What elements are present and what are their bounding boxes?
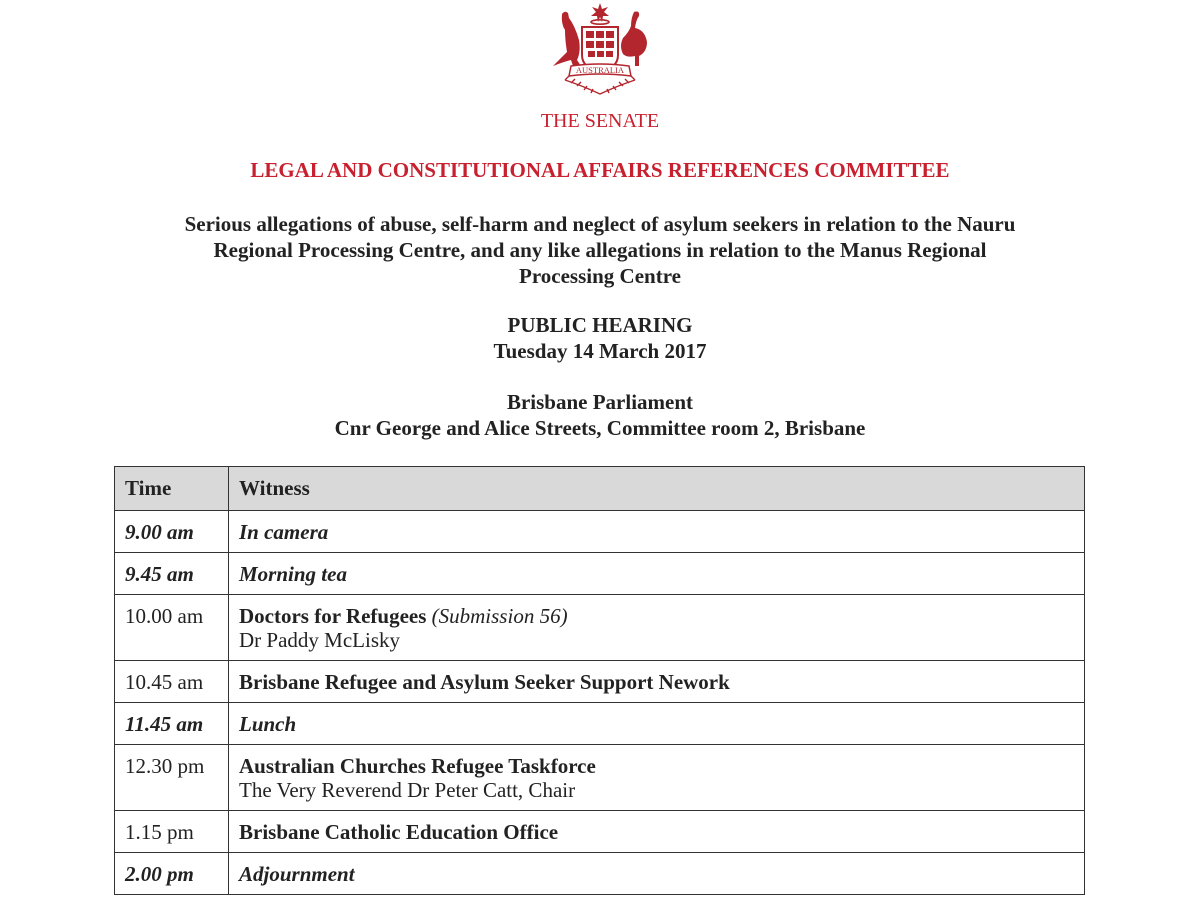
column-header-time: Time: [115, 467, 229, 511]
inquiry-title: [100, 211, 1100, 289]
time-cell: 11.45 am: [115, 703, 229, 745]
venue-name: Brisbane Parliament: [506, 390, 694, 414]
inquiry-title-line: Processing Centre: [519, 264, 681, 288]
table-row: [115, 511, 1085, 553]
witness-cell: Brisbane Refugee and Asylum Seeker Support Nework: [229, 661, 1085, 703]
time-cell: 10.00 am: [115, 595, 229, 661]
hearing-type: PUBLIC HEARING: [507, 313, 693, 337]
crest-scroll-text: AUSTRALIA: [575, 65, 625, 75]
witness-cell: Brisbane Catholic Education Office: [229, 811, 1085, 853]
kangaroo-icon: [553, 12, 581, 66]
time-cell: 12.30 pm: [115, 745, 229, 811]
column-header-witness: Witness: [229, 467, 1085, 511]
submission-ref: (Submission 56): [431, 604, 568, 628]
coat-of-arms-logo: [535, 0, 665, 100]
witness-detail: The Very Reverend Dr Peter Catt, Chair: [239, 778, 576, 802]
inquiry-title-line: Regional Processing Centre, and any like allegations in relation to the Manus Regional: [213, 238, 987, 262]
table-row: [115, 553, 1085, 595]
venue-address: Cnr George and Alice Streets, Committee room 2, Brisbane: [334, 416, 866, 440]
table-row: [115, 745, 1085, 811]
emu-icon: [621, 12, 647, 67]
witness-detail: Dr Paddy McLisky: [239, 628, 400, 652]
witness-cell: Morning tea: [229, 553, 1085, 595]
committee-name: LEGAL AND CONSTITUTIONAL AFFAIRS REFERENCES COMMITTEE: [250, 158, 950, 182]
chamber-name: THE SENATE: [540, 110, 660, 132]
table-header-row: [115, 467, 1085, 511]
table-row: [115, 853, 1085, 895]
schedule-table: [114, 466, 1085, 895]
time-cell: 9.00 am: [115, 511, 229, 553]
time-cell: 1.15 pm: [115, 811, 229, 853]
time-cell: 10.45 am: [115, 661, 229, 703]
hearing-info: [0, 312, 1200, 364]
witness-name: Australian Churches Refugee Taskforce: [239, 754, 596, 778]
witness-name: Doctors for Refugees: [239, 604, 427, 628]
table-row: [115, 703, 1085, 745]
witness-cell: [229, 745, 1085, 811]
inquiry-title-line: Serious allegations of abuse, self-harm and neglect of asylum seekers in relation to the Nauru: [184, 212, 1016, 236]
table-row: [115, 811, 1085, 853]
time-cell: 9.45 am: [115, 553, 229, 595]
time-cell: 2.00 pm: [115, 853, 229, 895]
table-row: [115, 661, 1085, 703]
hearing-date: Tuesday 14 March 2017: [493, 339, 707, 363]
witness-cell: Lunch: [229, 703, 1085, 745]
witness-cell: Adjournment: [229, 853, 1085, 895]
witness-cell: [229, 595, 1085, 661]
table-row: [115, 595, 1085, 661]
venue-info: [0, 389, 1200, 441]
witness-cell: In camera: [229, 511, 1085, 553]
